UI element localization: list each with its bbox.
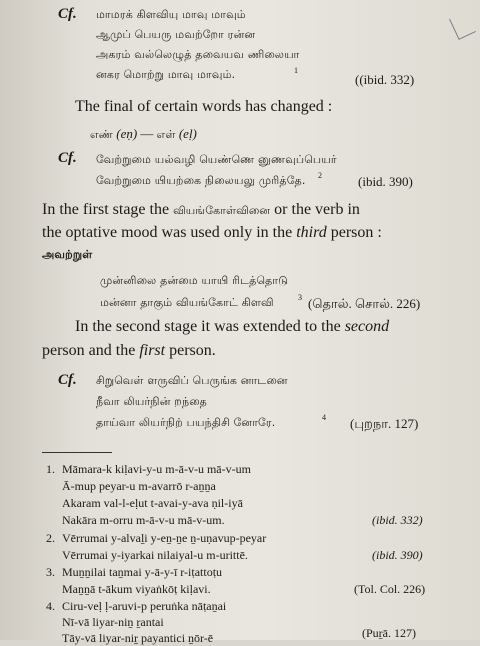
footnote-number: 3. [46,565,55,579]
text-run: person : [330,224,382,241]
cf-label-4: Cf. [58,372,77,388]
text-run: person and the [42,342,136,359]
tamil-verse-line: வேற்றுமை யியற்கை நிலையலு முரித்தே. [96,174,306,187]
emphasis: first [139,342,166,359]
footnote-line: Vērrumai y-iyarkai nilaiyal-u m-urittē. [62,548,248,562]
word-change-line [90,126,197,143]
emphasis: second [344,318,390,335]
footnote-reference: (Tol. Col. 226) [354,582,426,596]
footnote-line: Vērrumai y-alvaḻi y-eṉ-ṉe ṉ-uṇavup-peyar [62,531,267,545]
tamil-word: எண் [90,128,113,141]
footnote-marker: 1 [294,66,298,75]
tamil-verse-line: ஆமுப் பெயரு மவற்றோ ரன்ன [96,28,256,41]
text-run: In the second stage it was extended to the [75,318,341,335]
tamil-verse-line: வேற்றுமை யல்வழி யெண்ணெ னுணவுப்பெயர் [96,153,337,166]
tamil-word: எள் [156,128,176,141]
pencil-mark [449,11,476,40]
paragraph-line [75,318,389,336]
footnote-line: Tāy-vā liyar-niṟ payantici ṉōr-ē [62,631,214,645]
footnote-line: Nakāra m-orru m-ā-v-u mā-v-um. [62,513,225,527]
footnote-marker: 2 [318,171,322,180]
footnote-reference: (Puṟā. 127) [362,626,416,640]
verse-reference: (புறநா. 127) [350,416,419,431]
tamil-verse-line: அகரம் வல்லெழுத் தவையவ ணிலையா [96,48,300,61]
tamil-verse-line: தாய்வா லியர்நிற் பயந்திசி னோரே. [96,416,276,429]
cf-label-1: Cf. [58,6,77,22]
footnote-line: Ā-mup peyar-u m-avarrō r-aṉṉa [62,479,216,493]
tamil-verse-line: மன்னா தாகும் வியங்கோட் கிளவி [100,296,274,309]
footnote-number: 2. [46,531,55,545]
footnote-reference: (ibid. 332) [372,513,423,527]
cf-label-2: Cf. [58,150,77,166]
tamil-term: வியங்கோள்வினை [173,204,271,217]
verse-reference: (தொல். சொல். 226) [308,296,421,311]
tamil-term: அவற்றுள் [42,248,93,261]
footnote-line: Ciru-veḷ ḷ-aruvi-p peruṅka nāṭaṉai [62,599,227,613]
footnote-marker: 4 [322,413,326,422]
paragraph-line [42,342,216,360]
tamil-verse-line: நீவா லியர்நின் றந்தை [96,395,207,408]
footnote-reference: (ibid. 390) [372,548,423,562]
paragraph-text: The final of certain words has changed : [75,98,333,115]
tamil-verse-line: முன்னிலை தன்மை யாயி ரிடத்தொடு [100,274,289,287]
footnote-line: Nī-vā liyar-niṉ ṟantai [62,615,164,629]
text-run: In the first stage the [42,201,170,218]
footnote-number: 4. [46,599,55,613]
footnote-marker: 3 [298,293,302,302]
footnote-rule [42,452,112,453]
tamil-verse-line: மாமரக் கிளவியு மாவு மாவும் [96,8,246,21]
footnote-line: Maṉṉā t-ākum viyaṅkōṭ kiḷavi. [62,582,211,596]
text-run: person. [169,342,216,359]
emphasis: third [296,224,327,241]
footnote-line: Akaram val-l-eḷut t-avai-y-ava ṇil-iyā [62,496,243,510]
transliteration: (eṇ) [116,126,138,141]
text-run: or the verb in [274,201,360,218]
paragraph-line [42,201,360,219]
footnote-number: 1. [46,462,55,476]
tamil-verse-line: சிறுவெள் ளருவிப் பெருங்க னாடனை [96,374,288,387]
verse-reference: ((ibid. 332) [355,72,415,87]
footnote-line: Māmara-k kiḷavi-y-u m-ā-v-u mā-v-um [62,462,251,476]
verse-reference: (ibid. 390) [358,174,413,189]
tamil-verse-line: னகர மொற்று மாவு மாவும். [96,68,236,81]
footnote-line: Muṉṉilai taṉmai y-ā-y-ī r-iṭattoṭu [62,565,223,579]
transliteration: (eḷ) [178,126,197,141]
paragraph-line [42,224,382,242]
dash: — [140,126,154,141]
text-run: the optative mood was used only in the [42,224,293,241]
